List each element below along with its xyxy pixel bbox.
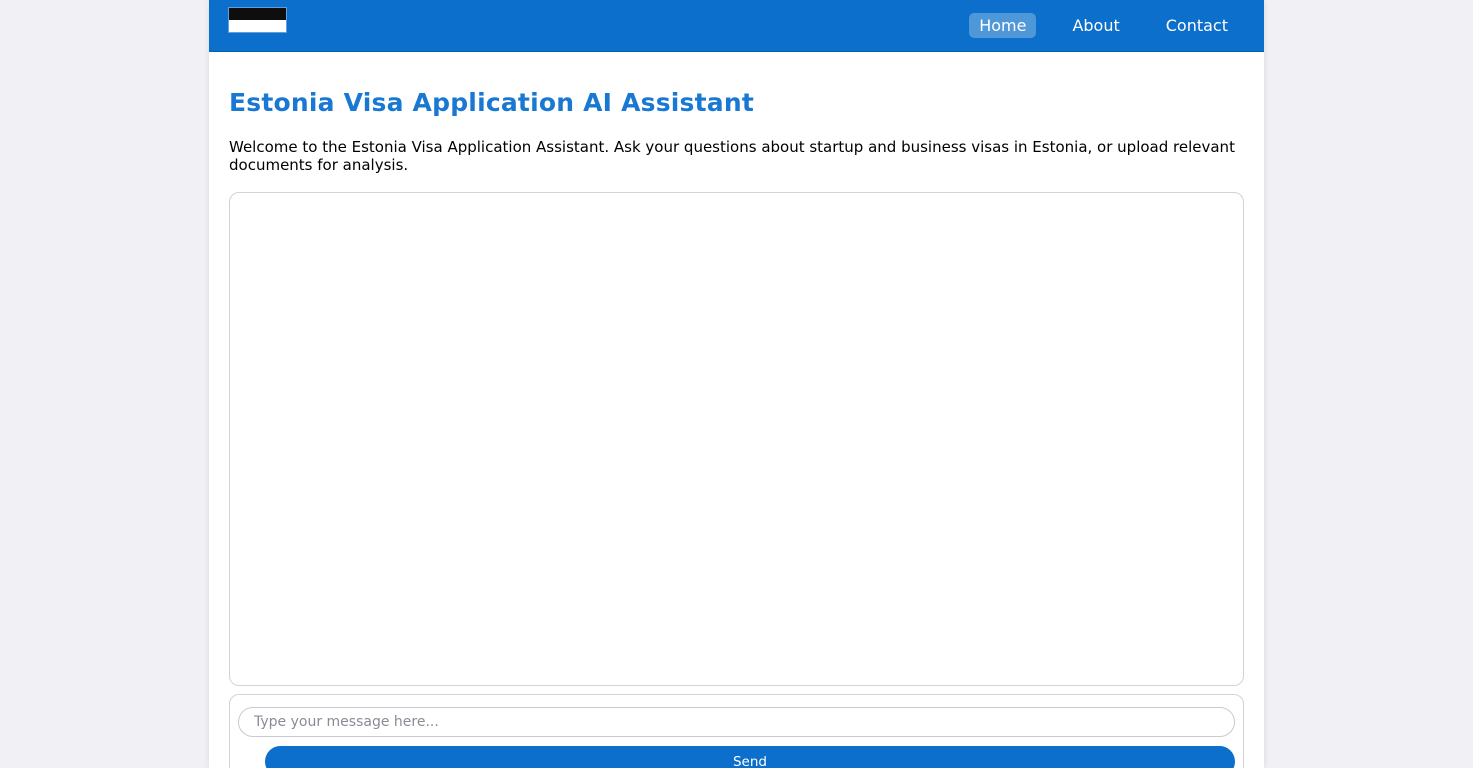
main-nav (969, 13, 1238, 38)
app-header (209, 0, 1264, 52)
send-button[interactable]: Send (265, 746, 1235, 768)
intro-text: Welcome to the Estonia Visa Application Assistant. Ask your questions about startup and business visas in Estonia, or upload relevant documents for analysis. (229, 138, 1235, 174)
main-content (209, 52, 1264, 768)
estonia-flag-icon (229, 8, 286, 32)
nav-item-contact[interactable]: Contact (1165, 16, 1228, 35)
app-card (209, 0, 1264, 768)
flag-top-stripe (229, 8, 286, 20)
page-title: Estonia Visa Application AI Assistant (229, 88, 755, 117)
message-input[interactable] (238, 707, 1235, 737)
chat-input-container (229, 694, 1244, 768)
nav-item-home[interactable]: Home (969, 13, 1036, 38)
chat-history-panel (229, 192, 1244, 686)
nav-item-about[interactable]: About (1072, 16, 1120, 35)
flag-bottom-stripe (229, 20, 286, 32)
